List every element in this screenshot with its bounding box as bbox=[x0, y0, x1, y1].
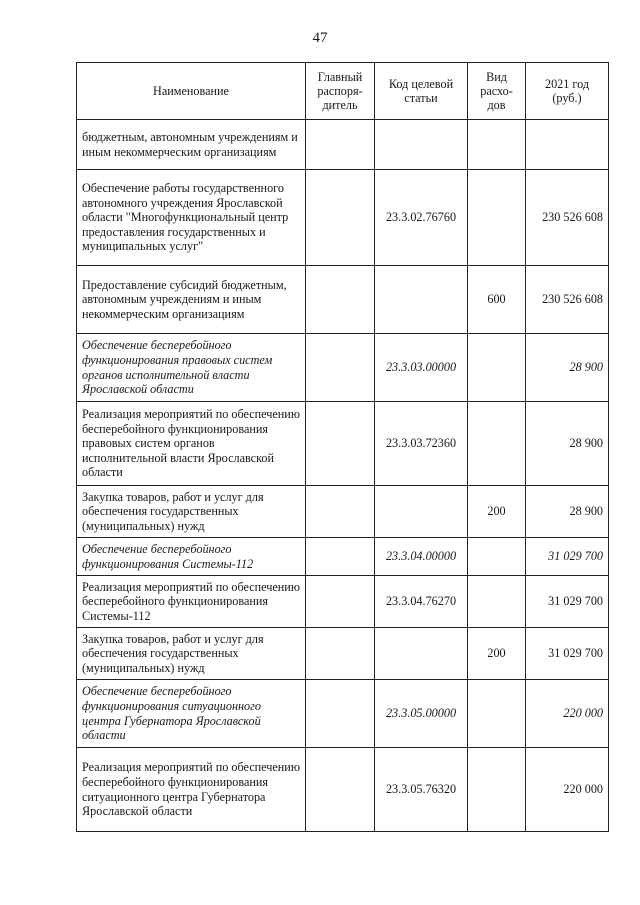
row-code bbox=[375, 120, 468, 170]
row-amount: 220 000 bbox=[526, 680, 609, 748]
header-manager: Главный распоря-дитель bbox=[306, 63, 375, 120]
row-amount: 220 000 bbox=[526, 748, 609, 832]
table-row bbox=[77, 334, 609, 402]
row-manager bbox=[306, 486, 375, 538]
row-kind bbox=[468, 334, 526, 402]
row-code: 23.3.03.00000 bbox=[375, 334, 468, 402]
header-kind: Вид расхо-дов bbox=[468, 63, 526, 120]
row-manager bbox=[306, 120, 375, 170]
table-row bbox=[77, 576, 609, 628]
row-kind bbox=[468, 576, 526, 628]
row-amount bbox=[526, 120, 609, 170]
row-code: 23.3.04.00000 bbox=[375, 538, 468, 576]
table-row bbox=[77, 680, 609, 748]
row-manager bbox=[306, 266, 375, 334]
page-number: 47 bbox=[312, 30, 328, 46]
row-amount: 31 029 700 bbox=[526, 628, 609, 680]
row-amount: 230 526 608 bbox=[526, 266, 609, 334]
row-name: Предоставление субсидий бюджетным, автономным учреждениям и иным некоммерческим организациям bbox=[77, 266, 306, 334]
row-manager bbox=[306, 538, 375, 576]
header-name: Наименование bbox=[77, 63, 306, 120]
row-name: Обеспечение работы государственного автономного учреждения Ярославской области "Многофункциональный центр предоставления государственных и муниципальных услуг" bbox=[77, 170, 306, 266]
row-manager bbox=[306, 748, 375, 832]
row-name: Обеспечение бесперебойного функционирования ситуационного центра Губернатора Ярославской области bbox=[77, 680, 306, 748]
table-row bbox=[77, 120, 609, 170]
row-kind: 200 bbox=[468, 486, 526, 538]
table-row bbox=[77, 748, 609, 832]
row-kind bbox=[468, 120, 526, 170]
row-name: бюджетным, автономным учреждениям и иным некоммерческим организациям bbox=[77, 120, 306, 170]
row-kind: 200 bbox=[468, 628, 526, 680]
row-amount: 31 029 700 bbox=[526, 538, 609, 576]
row-kind bbox=[468, 680, 526, 748]
row-code: 23.3.04.76270 bbox=[375, 576, 468, 628]
table-row bbox=[77, 266, 609, 334]
row-code bbox=[375, 486, 468, 538]
row-code: 23.3.03.72360 bbox=[375, 402, 468, 486]
row-amount: 31 029 700 bbox=[526, 576, 609, 628]
row-code: 23.3.02.76760 bbox=[375, 170, 468, 266]
row-kind bbox=[468, 748, 526, 832]
table-body bbox=[77, 120, 609, 832]
row-name: Реализация мероприятий по обеспечению бесперебойного функционирования правовых систем органов исполнительной власти Ярославской области bbox=[77, 402, 306, 486]
row-code: 23.3.05.00000 bbox=[375, 680, 468, 748]
row-name: Закупка товаров, работ и услуг для обеспечения государственных (муниципальных) нужд bbox=[77, 628, 306, 680]
row-manager bbox=[306, 402, 375, 486]
row-manager bbox=[306, 334, 375, 402]
row-name: Обеспечение бесперебойного функционирования правовых систем органов исполнительной власти Ярославской области bbox=[77, 334, 306, 402]
row-amount: 28 900 bbox=[526, 402, 609, 486]
row-amount: 28 900 bbox=[526, 486, 609, 538]
table-row bbox=[77, 170, 609, 266]
row-amount: 28 900 bbox=[526, 334, 609, 402]
row-name: Закупка товаров, работ и услуг для обеспечения государственных (муниципальных) нужд bbox=[77, 486, 306, 538]
header-code: Код целевой статьи bbox=[375, 63, 468, 120]
row-code bbox=[375, 266, 468, 334]
table-header-row bbox=[77, 63, 609, 120]
row-name: Обеспечение бесперебойного функционирования Системы-112 bbox=[77, 538, 306, 576]
row-manager bbox=[306, 628, 375, 680]
header-amount: 2021 год (руб.) bbox=[526, 63, 609, 120]
row-kind bbox=[468, 538, 526, 576]
row-code bbox=[375, 628, 468, 680]
row-amount: 230 526 608 bbox=[526, 170, 609, 266]
row-name: Реализация мероприятий по обеспечению бесперебойного функционирования Системы-112 bbox=[77, 576, 306, 628]
row-manager bbox=[306, 170, 375, 266]
row-kind bbox=[468, 170, 526, 266]
table-row bbox=[77, 402, 609, 486]
table-row bbox=[77, 486, 609, 538]
row-kind: 600 bbox=[468, 266, 526, 334]
table-row bbox=[77, 538, 609, 576]
table-row bbox=[77, 628, 609, 680]
row-manager bbox=[306, 680, 375, 748]
row-manager bbox=[306, 576, 375, 628]
row-name: Реализация мероприятий по обеспечению бесперебойного функционирования ситуационного центра Губернатора Ярославской области bbox=[77, 748, 306, 832]
row-kind bbox=[468, 402, 526, 486]
budget-table bbox=[76, 62, 609, 832]
row-code: 23.3.05.76320 bbox=[375, 748, 468, 832]
